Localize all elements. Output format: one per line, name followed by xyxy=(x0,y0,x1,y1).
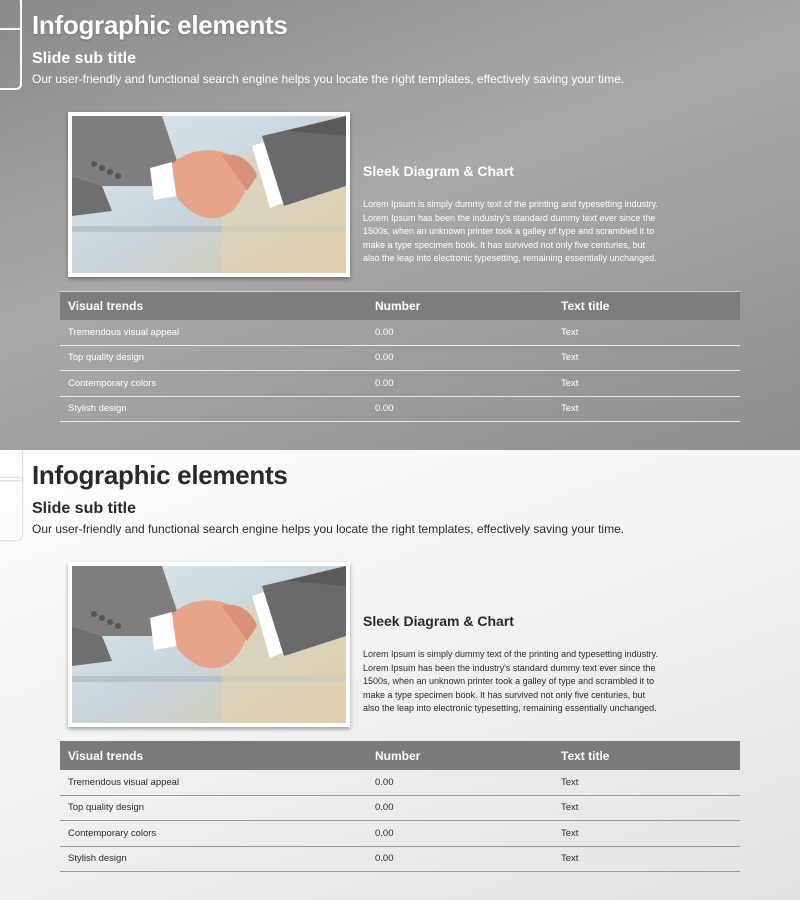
cell-text: Text xyxy=(561,802,579,814)
cell-trend: Tremendous visual appeal xyxy=(68,776,180,788)
slide-tagline: Our user-friendly and functional search engine helps you locate the right templates, effectively saving your time. xyxy=(32,72,625,86)
header-number: Number xyxy=(375,748,421,763)
info-heading: Sleek Diagram & Chart xyxy=(363,163,514,179)
header-visual-trends: Visual trends xyxy=(68,748,144,763)
cell-text: Text xyxy=(561,853,579,865)
cell-text: Text xyxy=(561,377,579,389)
slide-title: Infographic elements xyxy=(32,10,288,40)
cell-trend: Top quality design xyxy=(68,802,145,814)
bracket-tick-decoration xyxy=(0,478,22,480)
cell-number: 0.00 xyxy=(375,827,394,839)
cell-number: 0.00 xyxy=(375,802,394,814)
slide-light xyxy=(0,450,800,900)
table-header xyxy=(60,741,740,770)
table-row xyxy=(60,371,740,397)
bracket-decoration xyxy=(0,0,22,90)
handshake-image-icon xyxy=(72,116,346,273)
cell-number: 0.00 xyxy=(375,326,394,338)
table-row xyxy=(60,770,740,796)
table-row xyxy=(60,346,740,372)
data-table xyxy=(60,741,740,872)
info-body: Lorem Ipsum is simply dummy text of the printing and typesetting industry. Lorem Ipsum has been the industry's standard dummy text ever since the 1500s, when an unknown printer took a galley of type and scrambled it to make a type specimen book. It has survived not only five centuries, but also the leap into electronic typesetting, remaining essentially unchanged. xyxy=(363,649,658,713)
cell-trend: Tremendous visual appeal xyxy=(68,326,180,338)
cell-number: 0.00 xyxy=(375,352,394,364)
table-row xyxy=(60,847,740,873)
cell-number: 0.00 xyxy=(375,776,394,788)
table-row xyxy=(60,397,740,423)
cell-number: 0.00 xyxy=(375,377,394,389)
slide-subtitle: Slide sub title xyxy=(32,50,137,67)
header-visual-trends: Visual trends xyxy=(68,299,144,313)
cell-trend: Top quality design xyxy=(68,352,145,364)
data-table xyxy=(60,291,740,422)
cell-text: Text xyxy=(561,827,579,839)
table-header xyxy=(60,291,740,320)
cell-trend: Stylish design xyxy=(68,853,127,865)
cell-text: Text xyxy=(561,326,579,338)
cell-number: 0.00 xyxy=(375,853,394,865)
table-row xyxy=(60,821,740,847)
cell-trend: Contemporary colors xyxy=(68,827,157,839)
handshake-photo xyxy=(68,562,350,727)
slide-tagline: Our user-friendly and functional search engine helps you locate the right templates, effectively saving your time. xyxy=(32,522,625,536)
header-text-title: Text title xyxy=(561,748,610,763)
table-row xyxy=(60,320,740,346)
cell-text: Text xyxy=(561,776,579,788)
header-number: Number xyxy=(375,299,421,313)
cell-text: Text xyxy=(561,403,579,415)
cell-number: 0.00 xyxy=(375,403,394,415)
info-heading: Sleek Diagram & Chart xyxy=(363,613,514,629)
slide-subtitle: Slide sub title xyxy=(32,500,137,517)
table-row xyxy=(60,796,740,822)
slide-title: Infographic elements xyxy=(32,460,288,490)
handshake-image-icon xyxy=(72,566,346,723)
bracket-decoration xyxy=(0,450,22,540)
cell-text: Text xyxy=(561,352,579,364)
header-text-title: Text title xyxy=(561,299,610,313)
handshake-photo xyxy=(68,112,350,277)
bracket-tick-decoration xyxy=(0,28,22,30)
info-body: Lorem Ipsum is simply dummy text of the printing and typesetting industry. Lorem Ipsum has been the industry's standard dummy text ever since the 1500s, when an unknown printer took a galley of type and scrambled it to make a type specimen book. It has survived not only five centuries, but also the leap into electronic typesetting, remaining essentially unchanged. xyxy=(363,199,658,263)
cell-trend: Contemporary colors xyxy=(68,377,157,389)
cell-trend: Stylish design xyxy=(68,403,127,415)
